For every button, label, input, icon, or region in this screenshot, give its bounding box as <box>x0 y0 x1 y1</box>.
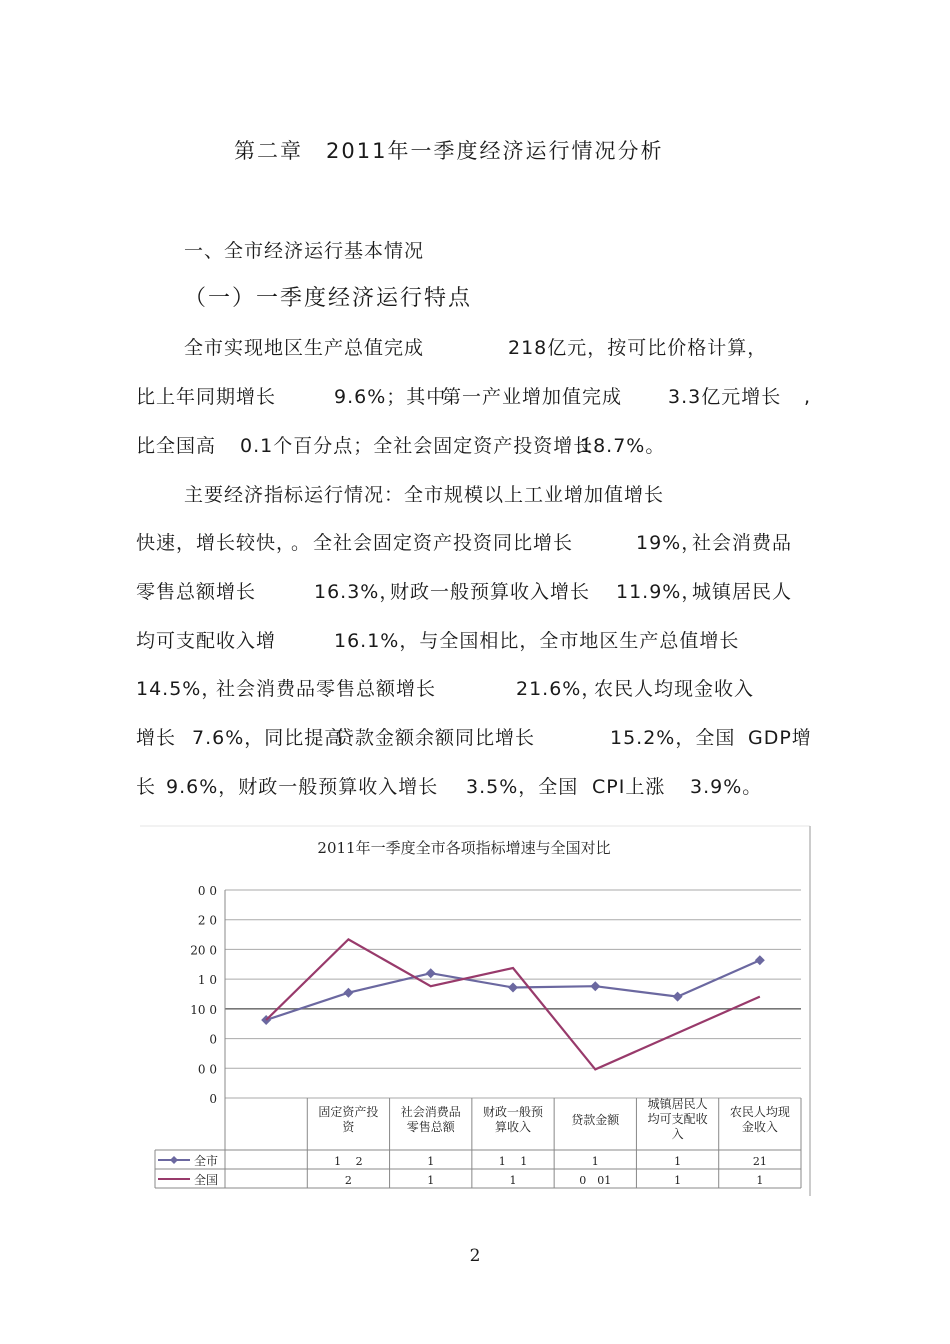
text-line-9b: 7.6%，同比提高 <box>192 727 345 749</box>
text-line-2b: 9.6%；其中 <box>334 386 447 408</box>
text-line-6e: 城镇居民人 <box>692 581 793 603</box>
series-line-2 <box>266 939 760 1069</box>
section-title-text: 2011年一季度经济运行情况分析 <box>326 139 664 163</box>
text-line-5d: 全社会固定资产投资同比增长 <box>313 532 574 554</box>
text-line-7b: 16.1%，与全国相比，全市地区生产总值增长 <box>334 630 740 652</box>
text-line-6a: 零售总额增长 <box>136 581 257 603</box>
text-line-3a: 比全国高 <box>136 435 217 457</box>
category-label: 金收入 <box>741 1120 778 1134</box>
sub-heading: （一）一季度经济运行特点 <box>184 286 473 311</box>
category-label: 贷款金额 <box>571 1113 620 1127</box>
category-label: 农民人均现 <box>729 1105 790 1119</box>
table-cell: 1 <box>591 1155 599 1168</box>
text-line-8c: 21.6%， <box>516 678 602 700</box>
legend-label: 全国 <box>194 1173 219 1187</box>
table-cell: 0 01 <box>579 1174 612 1187</box>
table-cell: 1 <box>674 1174 682 1187</box>
text-line-3b: 0.1个百分点；全社会固定资产投资增长 <box>240 435 594 457</box>
category-label: 资 <box>342 1120 355 1134</box>
table-cell: 1 <box>509 1174 517 1187</box>
category-label: 固定资产投 <box>318 1105 379 1119</box>
text-line-4a: 主要经济指标运行情况：全市规模以上工业增加值增长 <box>184 484 665 506</box>
data-point <box>673 992 683 1002</box>
y-tick-label: 20 0 <box>190 943 217 958</box>
table-cell: 1 <box>427 1155 435 1168</box>
text-line-8d: 农民人均现金收入 <box>594 678 755 700</box>
text-line-2e: , <box>804 386 812 408</box>
text-line-5c: 。 <box>291 532 312 554</box>
text-line-5e: 19%， <box>636 532 702 554</box>
text-line-5a: 快速， <box>136 532 197 554</box>
text-line-8a: 14.5%， <box>136 678 222 700</box>
category-label: 零售总额 <box>406 1120 455 1134</box>
y-tick-label: 0 0 <box>197 1062 217 1077</box>
page-number: 2 <box>469 1246 481 1266</box>
data-point <box>426 968 436 978</box>
y-tick-label: 10 0 <box>190 1002 217 1017</box>
table-cell: 1 1 <box>498 1155 528 1168</box>
chart-title: 2011年一季度全市各项指标增速与全国对比 <box>317 839 611 857</box>
y-tick-label: 2 0 <box>197 913 217 928</box>
table-cell: 2 <box>344 1174 352 1187</box>
table-cell: 21 <box>752 1155 767 1168</box>
text-line-8b: 社会消费品零售总额增长 <box>216 678 437 700</box>
text-line-6d: 11.9%， <box>616 581 702 603</box>
text-line-6b: 16.3%， <box>314 581 400 603</box>
data-point <box>590 981 600 991</box>
category-label: 入 <box>671 1127 684 1141</box>
text-line-2a: 比上年同期增长 <box>136 386 277 408</box>
text-line-5b: 增长较快， <box>196 532 297 554</box>
category-label: 均可支配收 <box>647 1112 708 1126</box>
data-point <box>755 955 765 965</box>
text-line-10a: 长 <box>136 776 157 798</box>
y-tick-label: 0 <box>209 1092 217 1106</box>
data-point <box>508 983 518 993</box>
text-line-1a: 全市实现地区生产总值完成 <box>184 337 425 359</box>
text-line-2c: 第一产业增加值完成 <box>442 386 623 408</box>
table-cell: 1 2 <box>334 1155 363 1168</box>
text-line-10d: CPI上涨 <box>592 776 666 798</box>
table-cell: 1 <box>427 1174 435 1187</box>
text-line-1b: 218亿元，按可比价格计算， <box>508 337 768 359</box>
text-line-9e: GDP增 <box>748 727 812 749</box>
text-line-10b: 9.6%，财政一般预算收入增长 <box>166 776 439 798</box>
text-line-6c: 财政一般预算收入增长 <box>390 581 591 603</box>
text-line-10c: 3.5%，全国 <box>466 776 579 798</box>
text-line-10e: 3.9%。 <box>690 776 763 798</box>
y-tick-label: 1 0 <box>197 973 217 988</box>
category-label: 财政一般预 <box>482 1105 544 1119</box>
legend-marker <box>170 1156 178 1164</box>
text-line-3c: 18.7%。 <box>580 435 666 457</box>
category-label: 城镇居民人 <box>647 1097 708 1111</box>
y-tick-label: 0 <box>209 1032 217 1047</box>
table-cell: 1 <box>674 1155 682 1168</box>
y-tick-label: 0 0 <box>197 884 217 898</box>
category-label: 社会消费品 <box>400 1105 461 1119</box>
text-line-9a: 增长 <box>136 727 177 749</box>
text-line-5f: 社会消费品 <box>692 532 793 554</box>
text-line-9c: 贷款金额余额同比增长 <box>335 727 536 749</box>
text-line-2d: 3.3亿元增长 <box>668 386 782 408</box>
table-cell: 1 <box>756 1174 764 1187</box>
data-point <box>343 988 353 998</box>
legend-label: 全市 <box>194 1154 219 1168</box>
category-label: 算收入 <box>494 1120 532 1134</box>
paragraph-heading: 一、全市经济运行基本情况 <box>184 240 425 262</box>
section-label: 第二章 <box>234 139 303 163</box>
text-line-7a: 均可支配收入增 <box>136 630 277 652</box>
text-line-9d: 15.2%，全国 <box>610 727 736 749</box>
